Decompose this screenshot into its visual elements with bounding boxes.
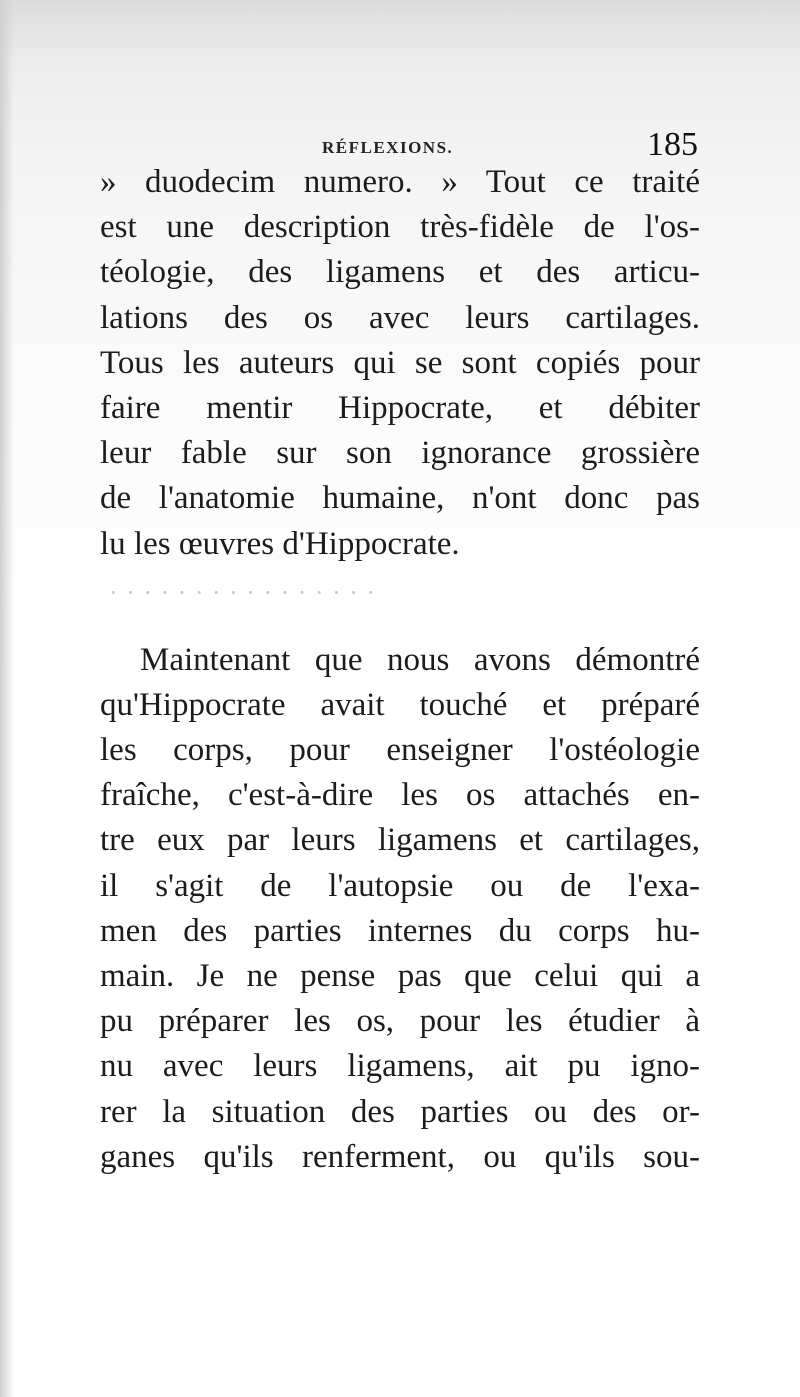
- paragraph-2: [100, 638, 700, 1180]
- paragraph-gap: [100, 567, 700, 638]
- text-line: tre eux par leurs ligamens et cartilages,: [100, 822, 700, 859]
- bleed-through-text: · · · · · · · · · · · · · · · ·: [108, 578, 376, 607]
- text-line: qu'Hippocrate avait touché et préparé: [100, 686, 700, 723]
- text-line: Tous les auteurs qui se sont copiés pour: [100, 344, 700, 381]
- page-number: 185: [647, 126, 698, 163]
- text-line: les corps, pour enseigner l'ostéologie: [100, 732, 700, 769]
- text-line: lations des os avec leurs cartilages.: [100, 299, 700, 336]
- text-line: leur fable sur son ignorance grossière: [100, 435, 700, 472]
- text-line: il s'agit de l'autopsie ou de l'exa-: [100, 867, 700, 904]
- text-line: téologie, des ligamens et des articu-: [100, 254, 700, 291]
- text-line: est une description très-fidèle de l'os-: [100, 209, 700, 246]
- text-line: » duodecim numero. » Tout ce traité: [100, 164, 700, 200]
- paragraph-1: [100, 160, 700, 567]
- text-line: nu avec leurs ligamens, ait pu igno-: [100, 1048, 700, 1085]
- page-binding-shadow: [0, 0, 14, 1397]
- text-line: faire mentir Hippocrate, et débiter: [100, 389, 700, 426]
- text-line: fraîche, c'est-à-dire les os attachés en-: [100, 777, 700, 814]
- text-line: pu préparer les os, pour les étudier à: [100, 1003, 700, 1040]
- text-line: Maintenant que nous avons démontré: [140, 641, 700, 678]
- running-title: RÉFLEXIONS.: [322, 138, 454, 157]
- text-line: ganes qu'ils renferment, ou qu'ils sou-: [100, 1138, 700, 1175]
- text-line: rer la situation des parties ou des or-: [100, 1093, 700, 1130]
- text-line: main. Je ne pense pas que celui qui a: [100, 958, 700, 994]
- text-line: men des parties internes du corps hu-: [100, 912, 700, 949]
- text-line: lu les œuvres d'Hippocrate.: [100, 525, 460, 562]
- text-line: de l'anatomie humaine, n'ont donc pas: [100, 480, 700, 517]
- body-text: [100, 160, 700, 1180]
